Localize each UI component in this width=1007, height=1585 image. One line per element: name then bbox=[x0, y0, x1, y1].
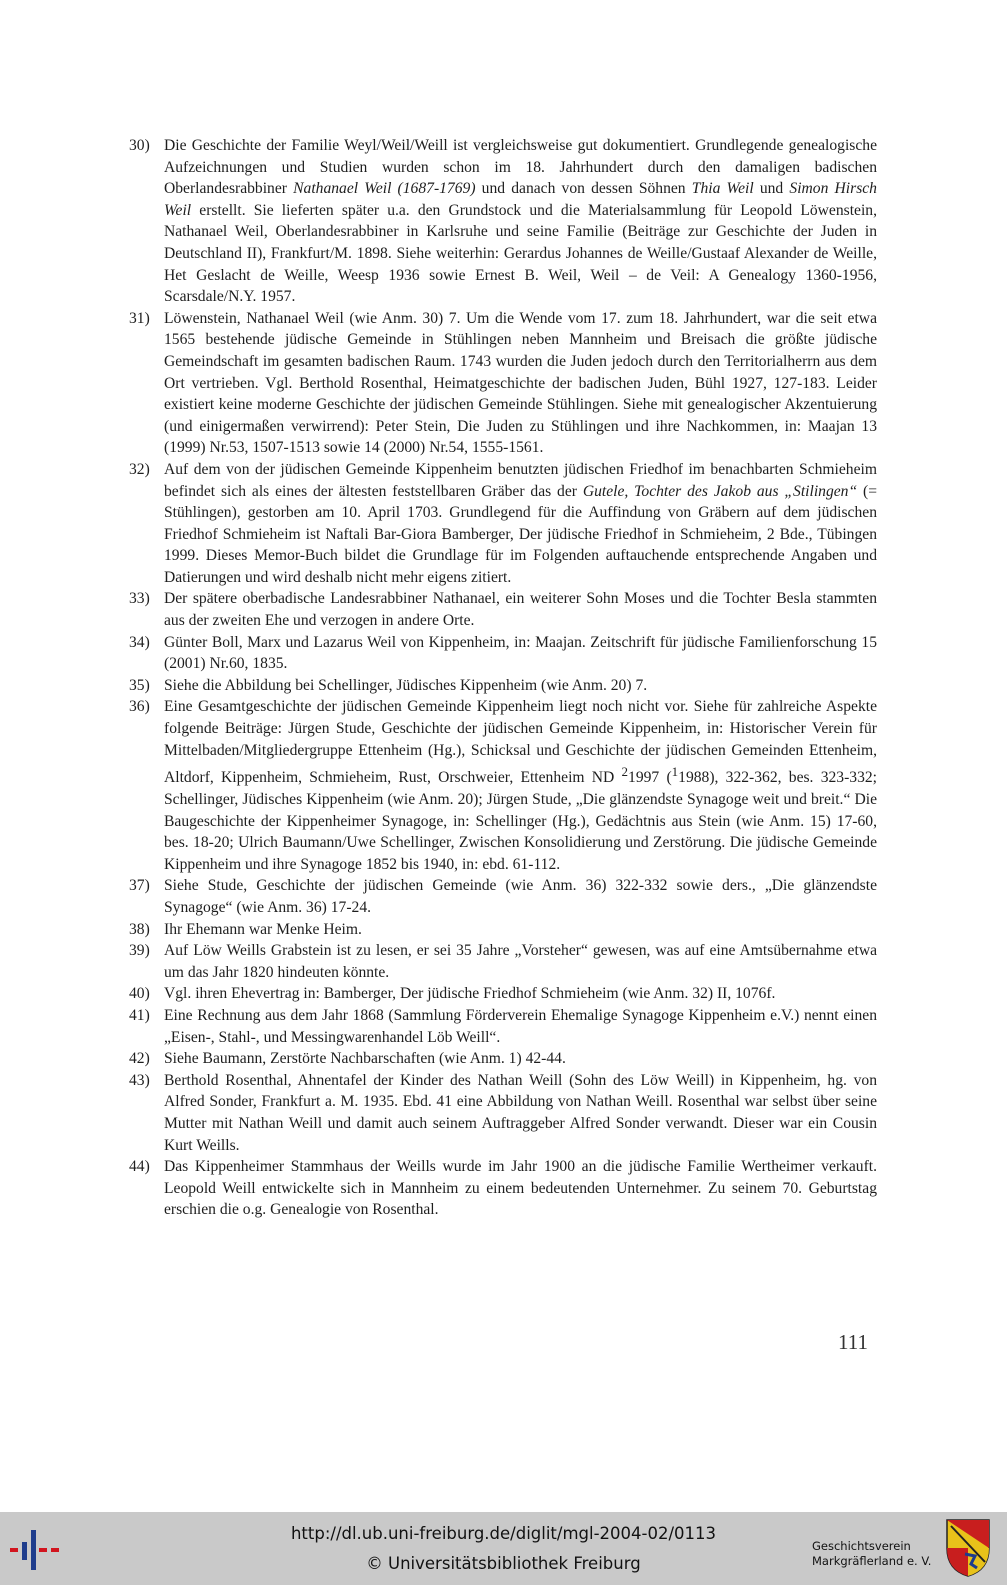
footnote-number: 44) bbox=[129, 1158, 150, 1176]
footnote-text: Siehe Baumann, Zerstörte Nachbarschaften (wie Anm. 1) 42-44. bbox=[164, 1050, 566, 1068]
footnote bbox=[129, 1048, 877, 1070]
footnote-number: 31) bbox=[129, 309, 150, 327]
footnote bbox=[129, 875, 877, 918]
footnote-number: 38) bbox=[129, 920, 150, 938]
footnote-number: 39) bbox=[129, 942, 150, 960]
copyright-credit: © Universitätsbibliothek Freiburg bbox=[366, 1554, 641, 1573]
footnote-text: Siehe die Abbildung bei Schellinger, Jüdisches Kippenheim (wie Anm. 20) 7. bbox=[164, 676, 648, 694]
footnote-text: Das Kippenheimer Stammhaus der Weills wurde im Jahr 1900 an die jüdische Familie Wertheimer verkauft. Leopold Weill entwickelte sich in Mannheim zu einem bedeutenden Unternehmer. Zu seinem 70. Geburtstag erschien die o.g. Genealogie von Rosenthal. bbox=[164, 1158, 877, 1219]
footnote-text: Der spätere oberbadische Landesrabbiner Nathanael, ein weiterer Sohn Moses und die Tochter Besla stammten aus der zweiten Ehe und verzogen in andere Orte. bbox=[164, 590, 877, 630]
footnote bbox=[129, 696, 877, 875]
footnote bbox=[129, 940, 877, 983]
footnote-text: Eine Rechnung aus dem Jahr 1868 (Sammlung Förderverein Ehemalige Synagoge Kippenheim e.V.) nennt einen „Eisen-, Stahl-, und Messingwarenhandel Löb Weill“. bbox=[164, 1006, 877, 1046]
footnote-number: 37) bbox=[129, 877, 150, 895]
footnote bbox=[129, 1070, 877, 1156]
footnote bbox=[129, 135, 877, 308]
footnote-number: 42) bbox=[129, 1050, 150, 1068]
footnote-text: Löwenstein, Nathanael Weil (wie Anm. 30) 7. Um die Wende vom 17. zum 18. Jahrhundert, war die seit etwa 1565 bestehende jüdische Gemeinde in Stühlingen neben Mannheim und Breisach die größte jüdische Gemeindschaft im gesamten badischen Raum. 1743 wurden die Juden jedoch durch den Territorialherrn aus dem Ort vertrieben. Vgl. Berthold Rosenthal, Heimatgeschichte der badischen Juden, Bühl 1927, 127-183. Leider existiert keine moderne Geschichte der jüdischen Gemeinde Stühlingen. Siehe mit genealogischer Akzentuierung (und einigermaßen verwirrend): Peter Stein, Die Juden zu Stühlingen und ihre Nachkommen, in: Maajan 13 (1999) Nr.53, 1507-1513 sowie 14 (2000) Nr.54, 1555-1561. bbox=[164, 309, 877, 457]
footnote bbox=[129, 675, 877, 697]
footnote-number: 30) bbox=[129, 137, 150, 154]
footnote-text: Vgl. ihren Ehevertrag in: Bamberger, Der jüdische Friedhof Schmieheim (wie Anm. 32) II, 1076f. bbox=[164, 985, 776, 1003]
footnote-number: 40) bbox=[129, 985, 150, 1003]
footnote bbox=[129, 1156, 877, 1221]
footnote-number: 36) bbox=[129, 698, 150, 716]
footnote-text: Ihr Ehemann war Menke Heim. bbox=[164, 920, 362, 938]
footnote-text: Siehe Stude, Geschichte der jüdischen Gemeinde (wie Anm. 36) 322-332 sowie ders., „Die glänzendste Synagoge“ (wie Anm. 36) 17-24. bbox=[164, 877, 877, 916]
footnote bbox=[129, 632, 877, 675]
footnote bbox=[129, 459, 877, 589]
footnote-number: 41) bbox=[129, 1006, 150, 1024]
footnote-number: 35) bbox=[129, 676, 150, 694]
footnote-number: 33) bbox=[129, 590, 150, 608]
footnote-text: Günter Boll, Marx und Lazarus Weil von Kippenheim, in: Maajan. Zeitschrift für jüdische Familienforschung 15 (2001) Nr.60, 1835. bbox=[164, 633, 877, 673]
footnote-text: Auf dem von der jüdischen Gemeinde Kippenheim benutzten jüdischen Friedhof im benachbarten Schmieheim befindet sich als eines der ältesten feststellbaren Gräber das der Gutele, Tochter des Jakob aus „Stilingen“ (= Stühlingen), gestorben am 10. April 1703. Grundlegend für die Auffindung von Gräbern auf dem jüdischen Friedhof Schmieheim ist Naftali Bar-Giora Bamberger, Der jüdische Friedhof in Schmieheim, 2 Bde., Tübingen 1999. Dieses Memor-Buch bildet die Grundlage für im Folgenden auftauchende entsprechende Angaben und Datierungen und wird deshalb nicht mehr eigens zitiert. bbox=[164, 460, 878, 586]
footnote bbox=[129, 308, 877, 459]
page-number: 111 bbox=[838, 1330, 868, 1354]
source-url[interactable]: http://dl.ub.uni-freiburg.de/diglit/mgl-2004-02/0113 bbox=[290, 1524, 717, 1543]
footnote-text: Berthold Rosenthal, Ahnentafel der Kinder des Nathan Weill (Sohn des Löw Weill) in Kippenheim, hg. von Alfred Sonder, Frankfurt a. M. 1935. Ebd. 41 eine Abbildung von Nathan Weill. Rosenthal war selbst über seine Mutter mit Nathan Weill und damit auch seinem Auftraggeber Alfred Sonder verwandt. Dieser war ein Cousin Kurt Weills. bbox=[164, 1071, 877, 1154]
association-line-2: Markgräflerland e. V. bbox=[812, 1554, 932, 1568]
association-line-1: Geschichtsverein bbox=[812, 1539, 911, 1553]
footnote-text: Die Geschichte der Familie Weyl/Weil/Weill ist vergleichsweise gut dokumentiert. Grundlegende genealogische Aufzeichnungen und Studien wurden schon im 18. Jahrhundert durch den damaligen badischen Oberlandesrabbiner Nathanael Weil (1687-1769) und danach von dessen Söhnen Thia Weil und Simon Hirsch Weil erstellt. Sie lieferten später u.a. den Grundstock und die Materialsammlung für Leopold Löwenstein, Nathanael Weil, Oberlandesrabbiner in Karlsruhe und seine Familie (Beiträge zur Geschichte der Juden in Deutschland II), Frankfurt/M. 1898. Siehe weiterhin: Gerardus Johannes de Weille/Gustaaf Alexander de Weille, Het Geslacht de Weille, Weesp 1936 sowie Ernest B. Weil, Weil – de Veil: A Genealogy 1360-1956, Scarsdale/N.Y. 1957. bbox=[164, 137, 877, 306]
footnote bbox=[129, 588, 877, 631]
footnote-number: 32) bbox=[129, 460, 150, 478]
association-name bbox=[812, 1539, 931, 1569]
library-footer bbox=[0, 1512, 1007, 1585]
footnote bbox=[129, 919, 877, 941]
footnotes-list bbox=[129, 135, 877, 1221]
footnote-number: 34) bbox=[129, 633, 150, 651]
footnote bbox=[129, 983, 877, 1005]
footnote-text: Eine Gesamtgeschichte der jüdischen Gemeinde Kippenheim liegt noch nicht vor. Siehe für zahlreiche Aspekte folgende Beiträge: Jürgen Stude, Geschichte der jüdischen Gemeinde Kippenheim, in: Historischer Verein für Mittelbaden/Mitgliedergruppe Ettenheim (Hg.), Schicksal und Geschichte der jüdischen Gemeinden Ettenheim, Altdorf, Kippenheim, Schmieheim, Rust, Orschweier, Ettenheim ND $^2$1997 ($^1$1988), 322-362, bes. 323-332; Schellinger, Jüdisches Kippenheim (wie Anm. 20); Jürgen Stude, „Die glänzendste Synagoge weit und breit.“ Die Baugeschichte der Kippenheimer Synagoge, in: Schellinger (Hg.), Gedächtnis aus Stein (wie Anm. 15) 17-60, bes. 18-20; Ulrich Baumann/Uwe Schellinger, Zwischen Konsolidierung und Zerstörung. Die jüdische Gemeinde Kippenheim und ihre Synagoge 1852 bis 1940, in: ebd. 61-112. bbox=[164, 698, 878, 873]
footnote bbox=[129, 1005, 877, 1048]
footnote-text: Auf Löw Weills Grabstein ist zu lesen, er sei 35 Jahre „Vorsteher“ gewesen, was auf eine Amtsübernahme etwa um das Jahr 1820 hindeuten könnte. bbox=[164, 942, 877, 981]
footnote-number: 43) bbox=[129, 1071, 150, 1089]
coat-of-arms-icon bbox=[945, 1518, 991, 1578]
